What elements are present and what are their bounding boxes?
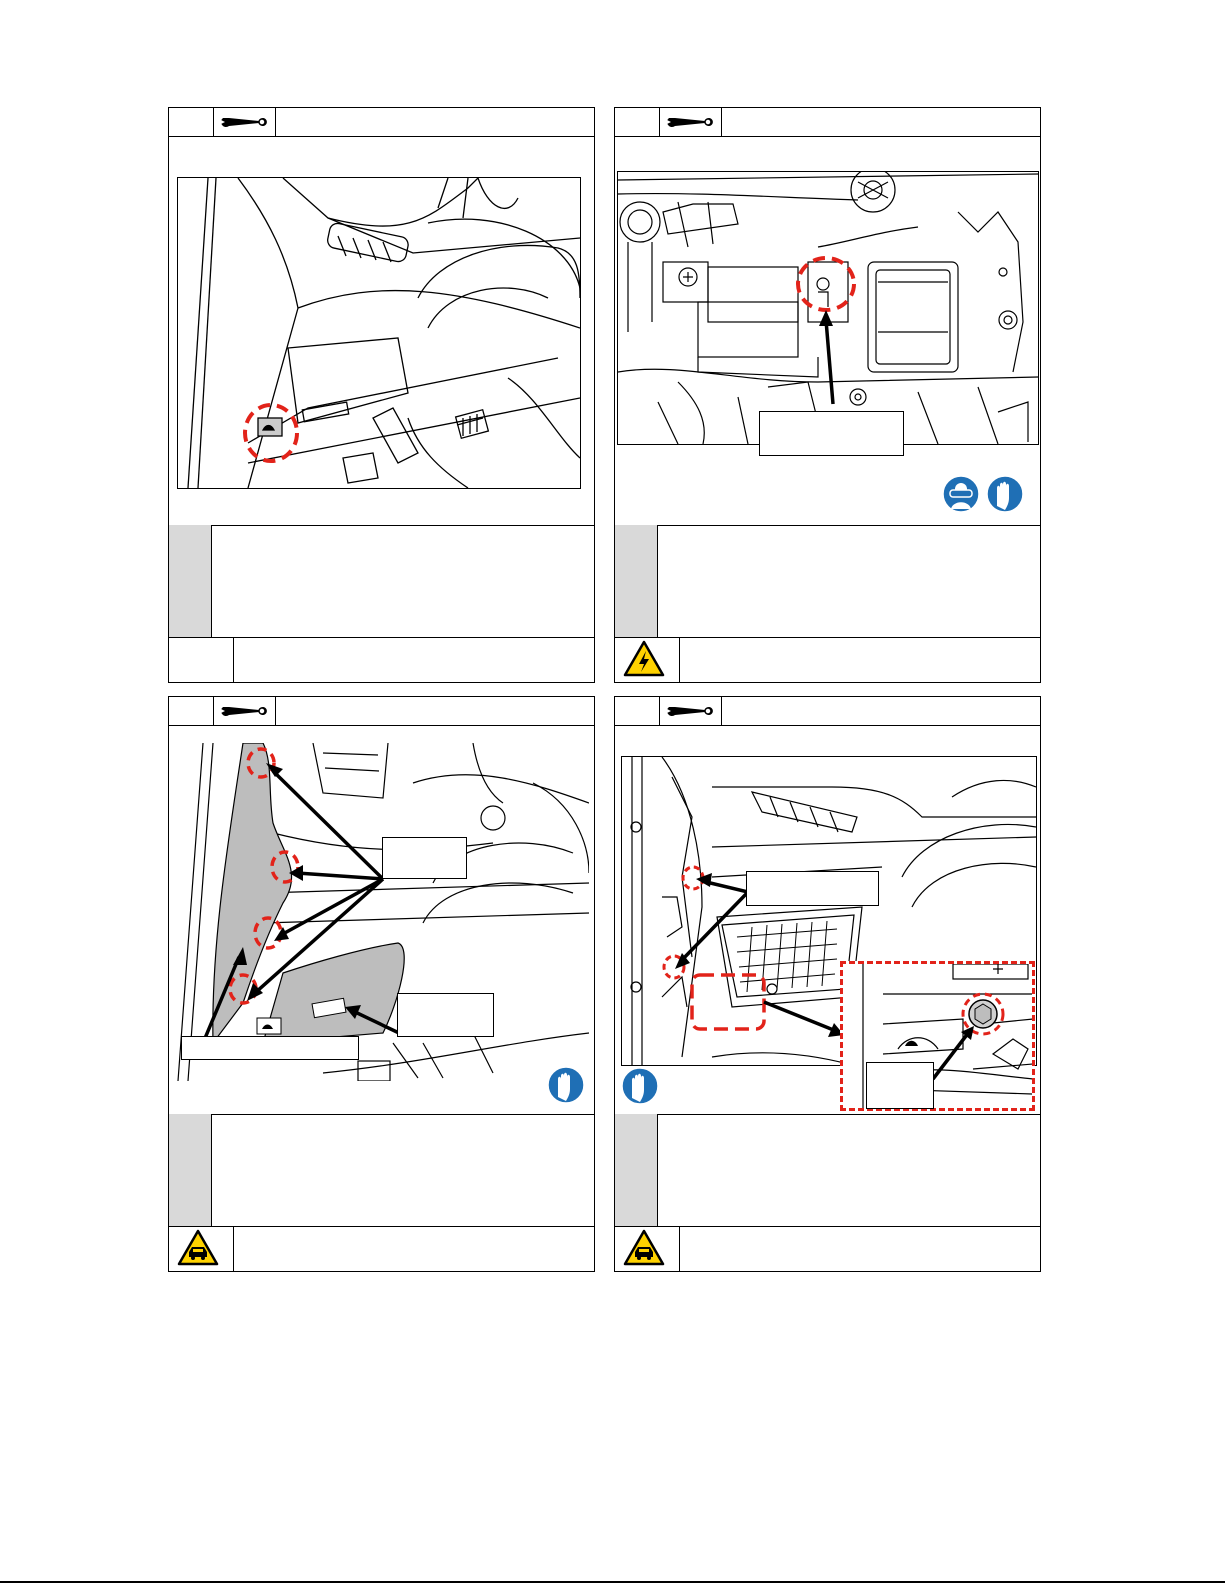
- figure-area: [615, 725, 1040, 1115]
- step-number-cell: [615, 697, 660, 725]
- bolt-callout: [866, 1062, 934, 1109]
- note-row: [169, 637, 594, 682]
- engine-bay-battery-illustration: [617, 171, 1039, 445]
- figure-area: [169, 136, 594, 526]
- wrench-icon: [667, 705, 713, 717]
- step-number-cell: [169, 108, 214, 136]
- step-number-cell: [169, 697, 214, 725]
- wrench-icon: [221, 705, 267, 717]
- step-header: [615, 697, 1040, 726]
- step-card-2: [614, 107, 1041, 683]
- note-row: [615, 637, 1040, 682]
- note-icon-cell: [169, 637, 234, 682]
- figure-area: [169, 725, 594, 1115]
- note-row: [615, 1226, 1040, 1271]
- page-bottom-rule: [0, 1581, 1225, 1583]
- step-card-4: [614, 696, 1041, 1272]
- vehicle-hazard-warning-icon: [177, 1229, 219, 1267]
- step-card-1: [168, 107, 595, 683]
- fuse-box-clip-callout: [746, 871, 879, 906]
- interior-hood-release-illustration: [177, 177, 581, 489]
- instruction-row: [169, 525, 594, 638]
- note-row: [169, 1226, 594, 1271]
- battery-terminal-callout: [759, 411, 904, 456]
- tool-cell: [659, 108, 722, 136]
- figure-area: [615, 136, 1040, 526]
- wrench-icon: [221, 116, 267, 128]
- tool-cell: [213, 697, 276, 725]
- tool-cell: [213, 108, 276, 136]
- instruction-row: [615, 1114, 1040, 1227]
- note-icon-cell: [615, 637, 680, 682]
- clip-callout: [382, 837, 467, 879]
- instruction-side-bar: [169, 1114, 212, 1226]
- ppe-icons: [941, 474, 1031, 514]
- gloves-icon: [987, 476, 1023, 512]
- lower-dash-trim-illustration: [173, 743, 589, 1081]
- gloves-icon: [546, 1065, 586, 1105]
- instruction-side-bar: [615, 525, 658, 637]
- vehicle-hazard-warning-icon: [623, 1229, 665, 1267]
- high-voltage-warning-icon: [623, 640, 665, 678]
- step-card-3: [168, 696, 595, 1272]
- instruction-row: [169, 1114, 594, 1227]
- instruction-side-bar: [615, 1114, 658, 1226]
- gloves-icon: [620, 1066, 660, 1106]
- hood-release-callout: [181, 1036, 359, 1060]
- step-header: [169, 697, 594, 726]
- note-icon-cell: [615, 1226, 680, 1271]
- step-number-cell: [615, 108, 660, 136]
- wrench-icon: [667, 116, 713, 128]
- step-header: [169, 108, 594, 137]
- instruction-side-bar: [169, 525, 212, 637]
- trim-panel-callout: [397, 993, 494, 1037]
- safety-glasses-icon: [943, 476, 979, 512]
- note-icon-cell: [169, 1226, 234, 1271]
- tool-cell: [659, 697, 722, 725]
- instruction-row: [615, 525, 1040, 638]
- step-header: [615, 108, 1040, 137]
